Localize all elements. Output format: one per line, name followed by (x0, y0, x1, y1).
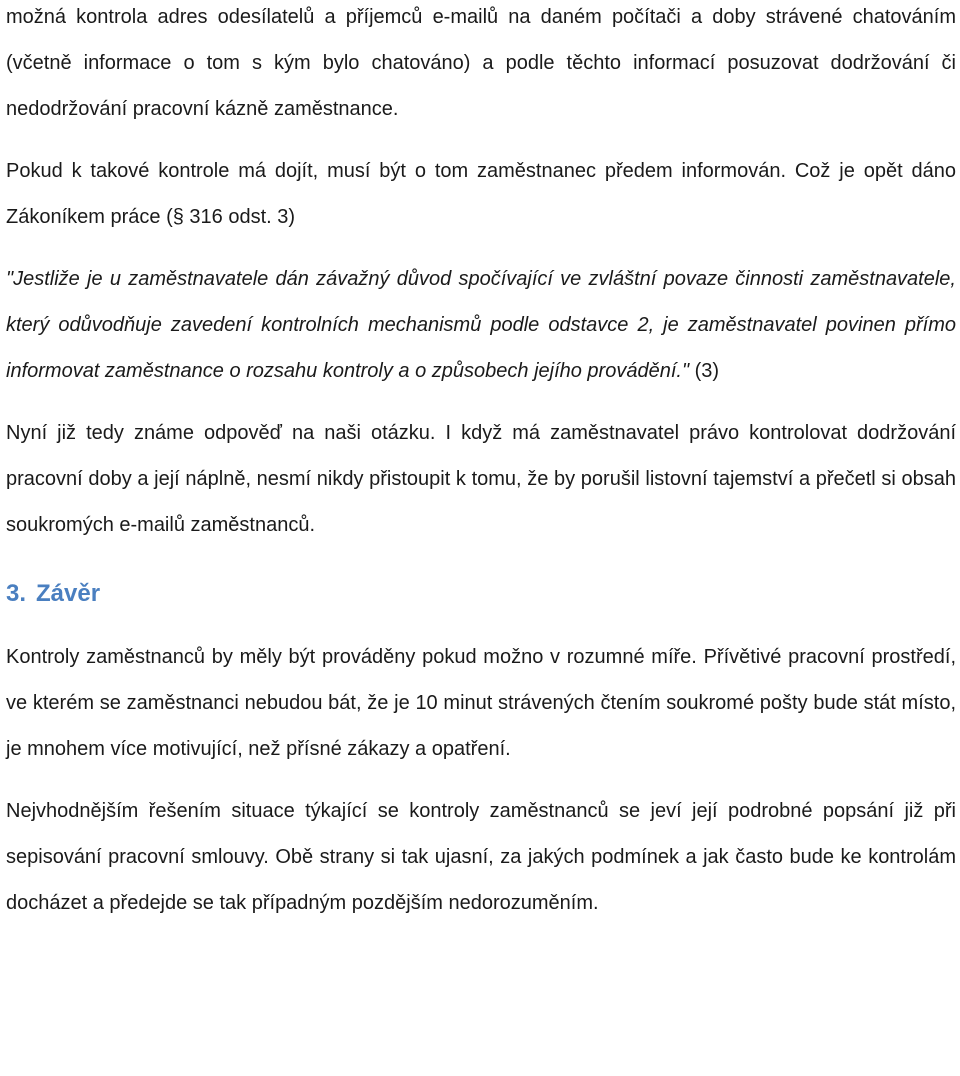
paragraph-answer: Nyní již tedy známe odpověď na naši otázku. I když má zaměstnavatel právo kontrolovat dodržování pracovní doby a její náplně, nesmí nikdy přistoupit k tomu, že by porušil listovní tajemství a přečetl si obsah soukromých e-mailů zaměstnanců. (6, 422, 956, 536)
section-title: Závěr (36, 580, 101, 607)
paragraph-conclusion-2: Nejvhodnějším řešením situace týkající se kontroly zaměstnanců se jeví její podrobné popsání již při sepisování pracovní smlouvy. Obě strany si tak ujasní, za jakých podmínek a jak často bude ke kontrolám docházet a předejde se tak případným pozdějším nedorozuměním. (6, 800, 956, 914)
section-number: 3. (6, 580, 27, 607)
paragraph-conclusion-1: Kontroly zaměstnanců by měly být prováděny pokud možno v rozumné míře. Přívětivé pracovní prostředí, ve kterém se zaměstnanci nebudou bát, že je 10 minut strávených čtením soukromé pošty bude stát místo, je mnohem více motivující, než přísné zákazy a opatření. (6, 646, 956, 760)
document-page (6, 0, 956, 926)
paragraph-employee-notice: Pokud k takové kontrole má dojít, musí být o tom zaměstnanec předem informován. Což je opět dáno Zákoníkem práce (§ 316 odst. 3) (6, 160, 956, 228)
section-heading-conclusion (6, 574, 956, 614)
paragraph-email-monitoring: možná kontrola adres odesílatelů a příjemců e-mailů na daném počítači a doby strávené chatováním (včetně informace o tom s kým bylo chatováno) a podle těchto informací posuzovat dodržování či nedodržování pracovní kázně zaměstnance. (6, 6, 956, 120)
paragraph-legal-quote (6, 256, 956, 394)
legal-quote-text: "Jestliže je u zaměstnavatele dán závažný důvod spočívající ve zvláštní povaze činnosti zaměstnavatele, který odůvodňuje zavedení kontrolních mechanismů podle odstavce 2, je zaměstnavatel povinen přímo informovat zaměstnance o rozsahu kontroly a o způsobech jejího provádění." (6, 268, 956, 382)
citation-reference: (3) (689, 360, 720, 382)
